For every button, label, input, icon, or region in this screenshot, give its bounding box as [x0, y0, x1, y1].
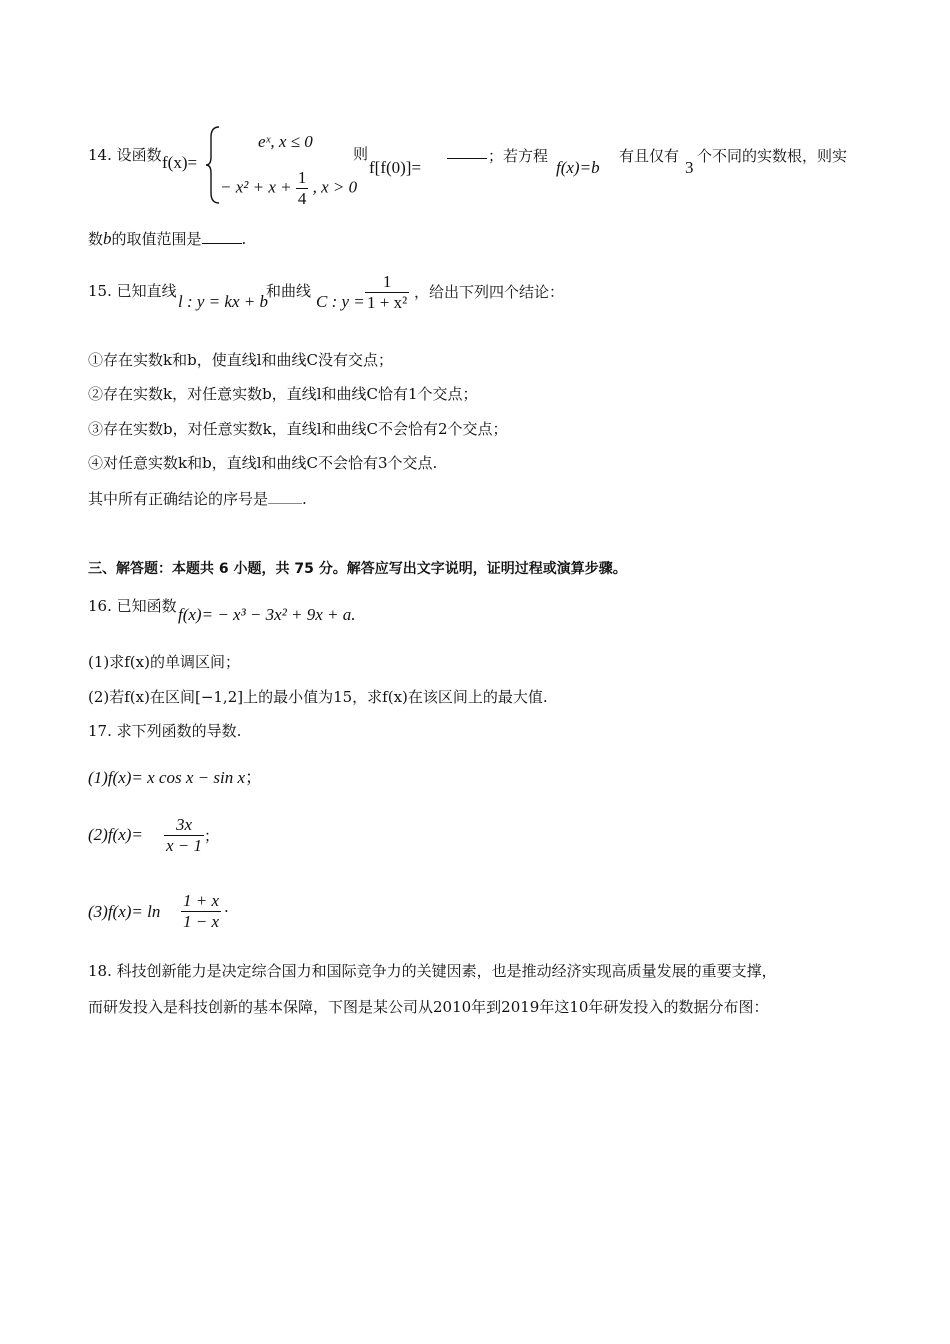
circled-3-icon: ③: [88, 420, 104, 438]
circled-1-icon: ①: [88, 351, 104, 369]
q15-question-text: 其中所有正确结论的序号是: [88, 490, 269, 508]
q15-and-curve: 和曲线: [266, 282, 312, 300]
q14-has-only: 有且仅有: [619, 147, 680, 165]
q14-number: 14. 设函数: [88, 146, 162, 164]
q15-item-1: [88, 350, 393, 370]
q15-fraction: [365, 272, 409, 313]
q15-item-4: [88, 453, 437, 473]
q14-case2: [220, 168, 357, 209]
q17-part-3-den: 1 − x: [183, 912, 220, 931]
q17-part-3-lhs: (3)f(x)= ln: [88, 902, 161, 921]
q15-question: [88, 489, 307, 509]
q14-blank-2: [202, 231, 242, 244]
q15-line-l: l : y = kx + b: [178, 292, 268, 311]
q15-blank: [268, 491, 302, 504]
q15-frac-den: 1 + x²: [367, 293, 408, 312]
circled-2-icon: ②: [88, 385, 104, 403]
q17-part-2-den: x − 1: [166, 836, 203, 855]
q17-part-2-end: ；: [204, 827, 220, 845]
q16-part-2: (2)若f(x)在区间[−1,2]上的最小值为15，求f(x)在该区间上的最大值.: [88, 688, 548, 706]
q14-f-lhs: f(x)=: [162, 153, 198, 172]
q14-then: 则: [353, 145, 369, 163]
q14-blank-1: [447, 146, 487, 159]
q16-expr: [178, 605, 356, 625]
q15-number: 15. 已知直线: [88, 282, 177, 300]
q14-three: 3: [685, 158, 694, 177]
q14-case2-a: − x² + x +: [220, 177, 292, 197]
q15-question-end: .: [302, 490, 307, 508]
q14-line2-end: .: [241, 230, 247, 248]
q14-line2-b: b: [103, 229, 112, 248]
q14-frac-den: 4: [297, 189, 307, 208]
q17-part-2-num: 3x: [164, 815, 204, 836]
q16-expr-text: f(x)= − x³ − 3x² + 9x + a: [178, 605, 352, 624]
q18-line-1: 18. 科技创新能力是决定综合国力和国际竞争力的关键因素，也是推动经济实现高质量发展的重要支撑，: [88, 962, 777, 980]
q14-roots: 个不同的实数根，则实: [697, 147, 848, 165]
q14-case2-b: , x > 0: [312, 177, 358, 197]
q15-item-3-text: 存在实数b，对任意实数k，直线l和曲线C不会恰有2个交点；: [103, 420, 508, 438]
q18-line-2: 而研发投入是科技创新的基本保障，下图是某公司从2010年到2019年这10年研发投入的数据分布图：: [88, 998, 769, 1016]
q15-item-2-text: 存在实数k，对任意实数b，直线l和曲线C恰有1个交点；: [103, 385, 478, 403]
q17-part-3-num: 1 + x: [183, 891, 220, 910]
q14-semi: ；若方程: [488, 147, 549, 165]
q14-line2: [88, 229, 246, 249]
q17-part-1: [88, 768, 262, 788]
q14-line2-c: 的取值范围是: [111, 230, 202, 248]
q14-frac-num: 1: [297, 168, 307, 187]
q17-part-3-fraction: [181, 891, 221, 932]
q16-part-1: (1)求f(x)的单调区间；: [88, 653, 240, 671]
circled-4-icon: ④: [88, 454, 104, 472]
q14-line1: [88, 145, 162, 165]
q17-part-1-end: ；: [245, 768, 262, 787]
q14-fraction: [296, 168, 309, 209]
section-3-heading: 三、解答题：本题共 6 小题，共 75 分。解答应写出文字说明，证明过程或演算步骤。: [88, 561, 627, 577]
q15-item-4-text: 对任意实数k和b，直线l和曲线C不会恰有3个交点.: [103, 454, 438, 472]
q15-item-3: [88, 419, 508, 439]
q17-part-2-lhs: (2)f(x)=: [88, 825, 143, 844]
q15-item-2: [88, 384, 478, 404]
q15-item-1-text: 存在实数k和b，使直线l和曲线C没有交点；: [103, 351, 393, 369]
q17-part-3-end: .: [224, 898, 229, 916]
q16-expr-end: .: [351, 605, 356, 624]
q14-expr: f[f(0)]=: [369, 158, 422, 177]
q14-line2-a: 数: [88, 230, 104, 248]
q15-frac-num: 1: [365, 272, 409, 293]
q17-part-1-text: (1)f(x)= x cos x − sin x: [88, 768, 245, 787]
q14-case1: eˣ, x ≤ 0: [258, 132, 313, 151]
q14-eq: f(x)=b: [556, 158, 600, 177]
left-brace-icon: [205, 125, 221, 205]
q15-tail: ，给出下列四个结论：: [414, 283, 565, 301]
q17-part-2-fraction: [164, 815, 204, 856]
q15-curve-c: C : y =: [316, 292, 365, 311]
q16-number: 16. 已知函数: [88, 597, 177, 615]
q17-number: 17. 求下列函数的导数.: [88, 722, 242, 740]
